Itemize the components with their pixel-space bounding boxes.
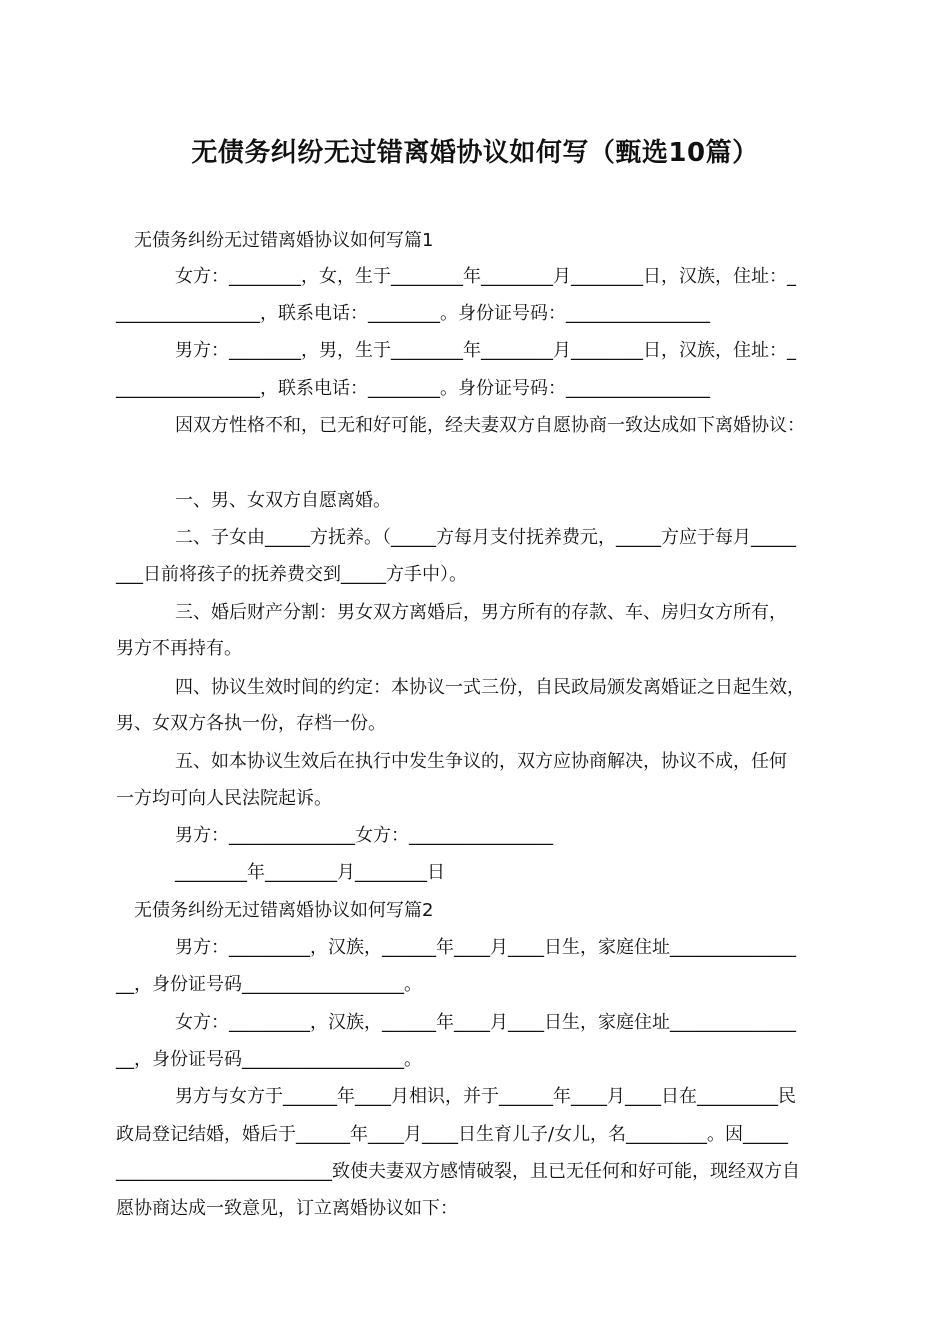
paragraph-line: 三、婚后财产分割：男女双方离婚后，男方所有的存款、车、房归女方所有， (175, 602, 787, 623)
section-heading-1: 无债务纠纷无过错离婚协议如何写篇1 (134, 230, 434, 251)
signature-line: 男方：______________女方：________________ (175, 825, 553, 846)
paragraph-line: ________________________致使夫妻双方感情破裂，且已无任何和好可能，现经双方自 (116, 1161, 800, 1182)
paragraph-line: 男方：_________，汉族，______年____月____日生，家庭住址______________ (175, 937, 796, 958)
date-line: ________年________月________日 (175, 862, 445, 883)
paragraph-line: 男、女双方各执一份，存档一份。 (116, 713, 386, 734)
paragraph-line: ________________，联系电话：________。身份证号码：________________ (116, 303, 710, 324)
paragraph-line: 政局登记结婚，婚后于______年____月____日生育儿子/女儿，名_________。因_____ (116, 1124, 789, 1145)
paragraph-line: 一、男、女双方自愿离婚。 (175, 490, 391, 511)
paragraph-line: 女方：________，女，生于________年________月________日，汉族，住址：_ (175, 266, 796, 287)
paragraph-line: 二、子女由_____方抚养。（_____方每月支付抚养费元，_____方应于每月_____ (175, 527, 796, 548)
paragraph-line: 男方不再持有。 (116, 638, 242, 659)
paragraph-line: __，身份证号码__________________。 (116, 974, 422, 995)
paragraph-line: 五、如本协议生效后在执行中发生争议的，双方应协商解决，协议不成，任何 (175, 751, 787, 772)
paragraph-line: 一方均可向人民法院起诉。 (116, 788, 332, 809)
section-heading-2: 无债务纠纷无过错离婚协议如何写篇2 (134, 900, 434, 921)
paragraph-line: 因双方性格不和，已无和好可能，经夫妻双方自愿协商一致达成如下离婚协议： (175, 415, 805, 436)
document-title: 无债务纠纷无过错离婚协议如何写（甄选10篇） (191, 138, 759, 168)
paragraph-line: 男方：________，男，生于________年________月________日，汉族，住址：_ (175, 340, 796, 361)
paragraph-line: 四、协议生效时间的约定：本协议一式三份，自民政局颁发离婚证之日起生效， (175, 677, 805, 698)
paragraph-line: ________________，联系电话：________。身份证号码：________________ (116, 378, 710, 399)
paragraph-line: ___日前将孩子的抚养费交到_____方手中）。 (116, 564, 467, 585)
paragraph-line: 愿协商达成一致意见，订立离婚协议如下： (116, 1198, 458, 1219)
paragraph-line: 男方与女方于______年____月相识，并于______年____月____日在_________民 (175, 1086, 796, 1107)
paragraph-line: 女方：_________，汉族，______年____月____日生，家庭住址______________ (175, 1012, 796, 1033)
paragraph-line: __，身份证号码__________________。 (116, 1049, 422, 1070)
